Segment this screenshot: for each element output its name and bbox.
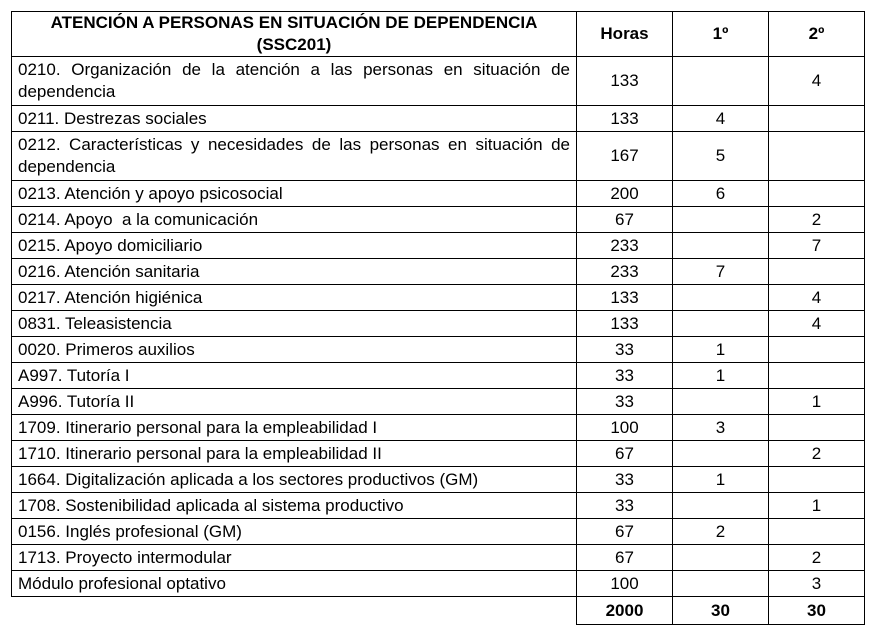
total-hours: 2000	[577, 597, 673, 625]
module-second-year	[769, 259, 865, 285]
module-second-year: 2	[769, 441, 865, 467]
module-first-year	[673, 493, 769, 519]
table-row	[12, 467, 865, 493]
module-name: 0831. Teleasistencia	[12, 311, 577, 337]
module-second-year: 4	[769, 311, 865, 337]
module-first-year	[673, 285, 769, 311]
module-name: 1664. Digitalización aplicada a los sectores productivos (GM)	[12, 467, 577, 493]
module-name: 1713. Proyecto intermodular	[12, 545, 577, 571]
module-first-year: 2	[673, 519, 769, 545]
module-first-year: 3	[673, 415, 769, 441]
module-first-year: 1	[673, 467, 769, 493]
module-first-year	[673, 571, 769, 597]
module-hours: 167	[577, 132, 673, 181]
curriculum-table	[11, 11, 865, 625]
module-hours: 100	[577, 571, 673, 597]
table-header-row	[12, 12, 865, 57]
module-second-year: 2	[769, 545, 865, 571]
module-hours: 33	[577, 337, 673, 363]
module-name: 0217. Atención higiénica	[12, 285, 577, 311]
module-name: 0216. Atención sanitaria	[12, 259, 577, 285]
module-second-year: 1	[769, 493, 865, 519]
module-hours: 133	[577, 106, 673, 132]
module-hours: 67	[577, 207, 673, 233]
module-second-year	[769, 519, 865, 545]
table-row	[12, 389, 865, 415]
module-name: Módulo profesional optativo	[12, 571, 577, 597]
module-hours: 100	[577, 415, 673, 441]
module-name: A997. Tutoría I	[12, 363, 577, 389]
module-second-year	[769, 363, 865, 389]
module-hours: 67	[577, 441, 673, 467]
table-row	[12, 493, 865, 519]
table-row	[12, 311, 865, 337]
module-first-year	[673, 311, 769, 337]
module-first-year	[673, 233, 769, 259]
module-name: 0020. Primeros auxilios	[12, 337, 577, 363]
module-hours: 33	[577, 493, 673, 519]
module-second-year	[769, 132, 865, 181]
module-hours: 33	[577, 467, 673, 493]
table-row	[12, 337, 865, 363]
module-name: 0212. Características y necesidades de las personas en situación de dependencia	[12, 132, 577, 181]
module-hours: 67	[577, 545, 673, 571]
module-second-year	[769, 106, 865, 132]
table-row	[12, 363, 865, 389]
hours-column-header: Horas	[577, 12, 673, 57]
module-name: 1708. Sostenibilidad aplicada al sistema productivo	[12, 493, 577, 519]
table-row	[12, 233, 865, 259]
module-second-year: 2	[769, 207, 865, 233]
module-second-year: 4	[769, 57, 865, 106]
module-first-year: 6	[673, 181, 769, 207]
module-second-year: 1	[769, 389, 865, 415]
module-second-year: 7	[769, 233, 865, 259]
module-first-year: 1	[673, 363, 769, 389]
module-name: 1710. Itinerario personal para la empleabilidad II	[12, 441, 577, 467]
table-row	[12, 181, 865, 207]
module-hours: 133	[577, 57, 673, 106]
module-hours: 233	[577, 259, 673, 285]
module-first-year	[673, 57, 769, 106]
table-row	[12, 132, 865, 181]
module-hours: 200	[577, 181, 673, 207]
module-name: 0210. Organización de la atención a las personas en situación de dependencia	[12, 57, 577, 106]
module-hours: 233	[577, 233, 673, 259]
table-row	[12, 415, 865, 441]
table-row	[12, 259, 865, 285]
table-row	[12, 571, 865, 597]
module-hours: 133	[577, 285, 673, 311]
module-first-year	[673, 389, 769, 415]
module-hours: 33	[577, 363, 673, 389]
module-first-year	[673, 545, 769, 571]
module-hours: 67	[577, 519, 673, 545]
module-hours: 133	[577, 311, 673, 337]
module-second-year	[769, 415, 865, 441]
table-row	[12, 519, 865, 545]
module-first-year	[673, 441, 769, 467]
module-first-year: 5	[673, 132, 769, 181]
table-row	[12, 57, 865, 106]
module-first-year: 7	[673, 259, 769, 285]
module-first-year	[673, 207, 769, 233]
module-name: 0215. Apoyo domiciliario	[12, 233, 577, 259]
table-row	[12, 441, 865, 467]
totals-row	[12, 597, 865, 625]
module-first-year: 1	[673, 337, 769, 363]
module-first-year: 4	[673, 106, 769, 132]
total-first-year: 30	[673, 597, 769, 625]
module-name: 0211. Destrezas sociales	[12, 106, 577, 132]
module-name: 1709. Itinerario personal para la empleabilidad I	[12, 415, 577, 441]
module-name: A996. Tutoría II	[12, 389, 577, 415]
totals-spacer	[12, 597, 577, 625]
table-row	[12, 207, 865, 233]
module-hours: 33	[577, 389, 673, 415]
table-title-header: ATENCIÓN A PERSONAS EN SITUACIÓN DE DEPENDENCIA (SSC201)	[12, 12, 577, 57]
second-year-column-header: 2º	[769, 12, 865, 57]
total-second-year: 30	[769, 597, 865, 625]
table-row	[12, 285, 865, 311]
module-second-year	[769, 181, 865, 207]
module-name: 0156. Inglés profesional (GM)	[12, 519, 577, 545]
module-name: 0214. Apoyo a la comunicación	[12, 207, 577, 233]
module-name: 0213. Atención y apoyo psicosocial	[12, 181, 577, 207]
table-row	[12, 106, 865, 132]
table-row	[12, 545, 865, 571]
first-year-column-header: 1º	[673, 12, 769, 57]
module-second-year: 4	[769, 285, 865, 311]
module-second-year: 3	[769, 571, 865, 597]
module-second-year	[769, 337, 865, 363]
module-second-year	[769, 467, 865, 493]
